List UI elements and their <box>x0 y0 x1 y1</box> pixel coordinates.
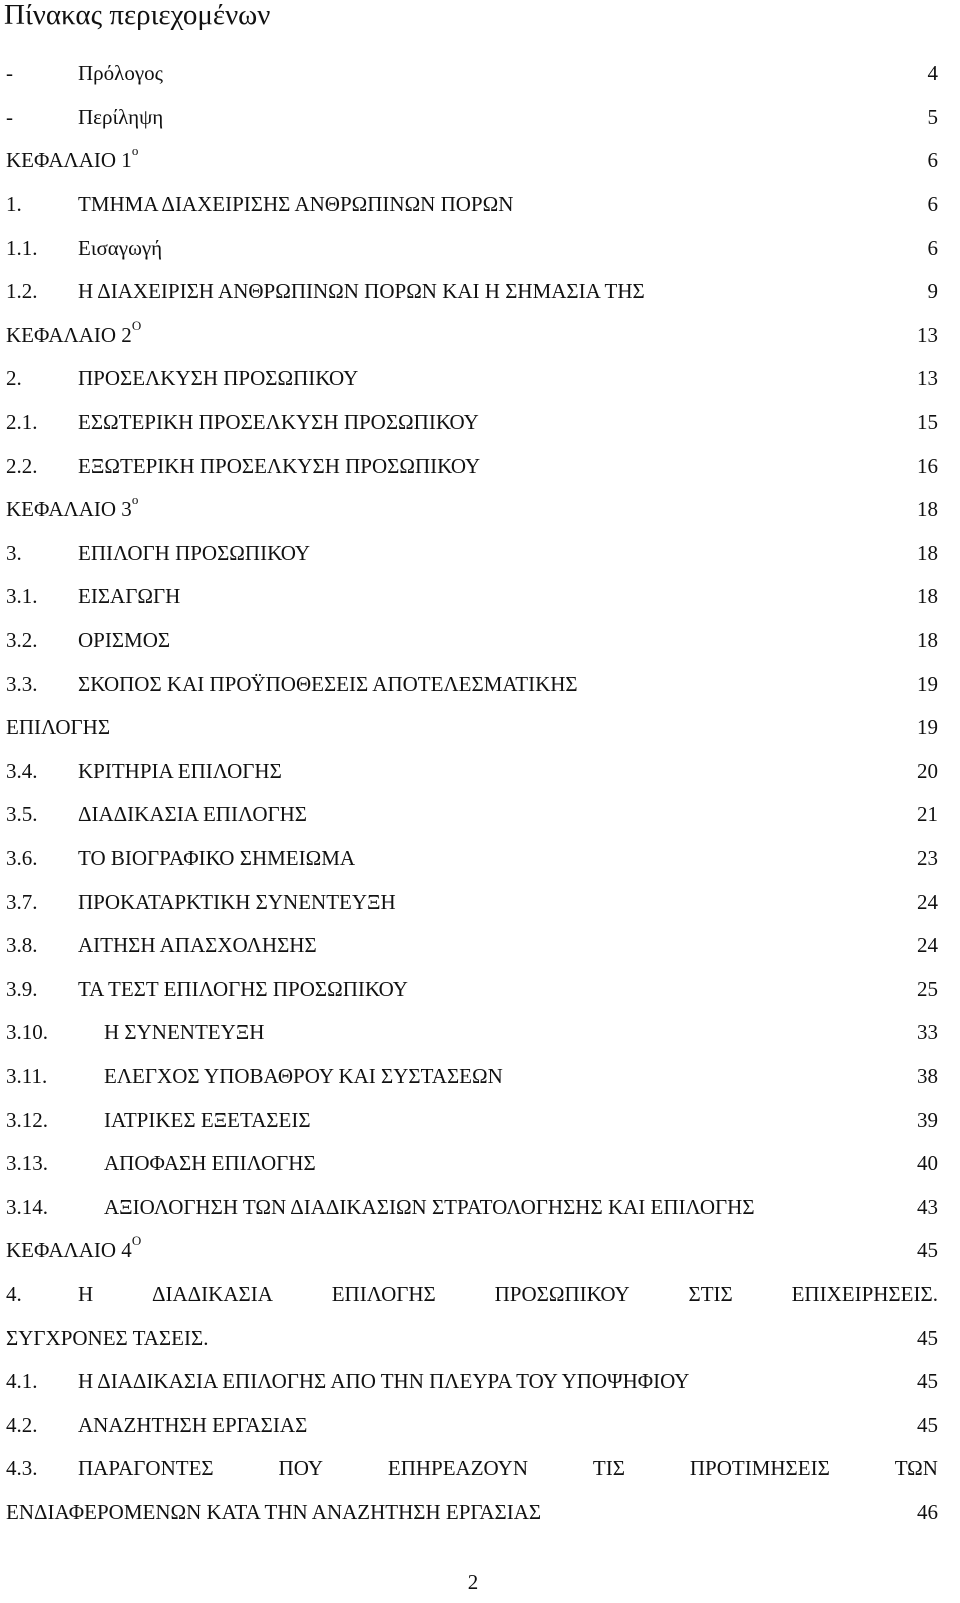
toc-entry-text: ΑΙΤΗΣΗ ΑΠΑΣΧΟΛΗΣΗΣ <box>78 933 317 958</box>
toc-entry-number: 3.14. <box>6 1194 48 1219</box>
dot-leader <box>309 815 915 825</box>
dot-leader <box>312 553 915 563</box>
toc-entry-text: Η ΔΙΑΔΙΚΑΣΙΑ ΕΠΙΛΟΓΗΣ ΑΠΟ ΤΗΝ ΠΛΕΥΡΑ ΤΟΥ ΥΠΟΨΗΦΙΟΥ <box>78 1369 690 1394</box>
toc-entry[interactable] <box>6 96 938 140</box>
toc-entry[interactable] <box>6 314 938 358</box>
toc-entry-page: 19 <box>917 715 938 740</box>
dot-leader <box>505 1076 915 1086</box>
dot-leader <box>172 640 915 650</box>
toc-entry-text: ΚΕΦΑΛΑΙΟ $1^o$ <box>6 143 139 173</box>
toc-entry[interactable] <box>6 575 938 619</box>
toc-entry[interactable] <box>6 793 938 837</box>
toc-entry[interactable] <box>6 357 938 401</box>
toc-entry[interactable] <box>6 444 938 488</box>
ordinal-superscript: ο <box>131 492 139 508</box>
toc-entry-page: 6 <box>927 148 938 173</box>
toc-entry-text: ΕΠΙΛΟΓΗ ΠΡΟΣΩΠΙΚΟΥ <box>78 540 311 565</box>
toc-entry-text: ΕΙΣΑΓΩΓΗ <box>78 584 181 609</box>
toc-entry-page: 4 <box>927 61 938 86</box>
dot-leader <box>410 989 915 999</box>
toc-entry-number: 3.9. <box>6 976 38 1001</box>
toc-entry[interactable] <box>6 619 938 663</box>
toc-entry[interactable] <box>6 837 938 881</box>
dot-leader <box>357 858 915 868</box>
dot-leader <box>284 771 915 781</box>
toc-entry[interactable] <box>6 1185 938 1229</box>
toc-entry-number: 3.7. <box>6 889 38 914</box>
page-number: 2 <box>467 1570 479 1594</box>
toc-entry-number: - <box>6 104 13 129</box>
ordinal-superscript: ο <box>131 143 139 159</box>
dot-leader <box>140 510 915 520</box>
toc-entry[interactable] <box>6 1273 938 1317</box>
toc-entry-number: 3.6. <box>6 845 38 870</box>
toc-entry-page: 45 <box>917 1238 938 1263</box>
toc-entry[interactable] <box>6 52 938 96</box>
toc-entry-page: 24 <box>917 933 938 958</box>
dot-leader <box>140 161 925 171</box>
toc-entry-page: 13 <box>917 366 938 391</box>
toc-entry-page: 9 <box>927 279 938 304</box>
toc-entry-page: 15 <box>917 410 938 435</box>
toc-entry-number: 3.2. <box>6 628 38 653</box>
dot-leader <box>543 1512 915 1522</box>
toc-entry-page: 38 <box>917 1063 938 1088</box>
toc-entry-page: 45 <box>917 1412 938 1437</box>
toc-entry-page: 33 <box>917 1020 938 1045</box>
toc-entry[interactable] <box>6 139 938 183</box>
toc-entry-number: 4. <box>6 1281 22 1306</box>
toc-entry-text: ΚΡΙΤΗΡΙΑ ΕΠΙΛΟΓΗΣ <box>78 758 282 783</box>
toc-entry[interactable] <box>6 1055 938 1099</box>
toc-entry-page: 6 <box>927 192 938 217</box>
toc-entry-number: 3.8. <box>6 933 38 958</box>
toc-entry-number: 1. <box>6 192 22 217</box>
toc-entry-text: Η ΣΥΝΕΝΤΕΥΞΗ <box>104 1020 265 1045</box>
toc-entry-text: ΚΕΦΑΛΑΙΟ $2^O$ <box>6 317 142 347</box>
toc-entry-text: Η ΔΙΑΔΙΚΑΣΙΑ ΕΠΙΛΟΓΗΣ ΠΡΟΣΩΠΙΚΟΥ ΣΤΙΣ ΕΠΙΧΕΙΡΗΣΕΙΣ. <box>78 1281 938 1306</box>
toc-entry-page: 20 <box>917 758 938 783</box>
toc-entry[interactable] <box>6 401 938 445</box>
toc-entry-number: 3.13. <box>6 1151 48 1176</box>
toc-entry-text: ΑΝΑΖΗΤΗΣΗ ΕΡΓΑΣΙΑΣ <box>78 1412 308 1437</box>
toc-entry-text: ΑΠΟΦΑΣΗ ΕΠΙΛΟΓΗΣ <box>104 1151 316 1176</box>
toc-entry-text: ΙΑΤΡΙΚΕΣ ΕΞΕΤΑΣΕΙΣ <box>104 1107 311 1132</box>
toc-entry-text: ΤΑ ΤΕΣΤ ΕΠΙΛΟΓΗΣ ΠΡΟΣΩΠΙΚΟΥ <box>78 976 408 1001</box>
dot-leader <box>182 597 915 607</box>
toc-entry-number: 2.2. <box>6 453 38 478</box>
toc-entry-page: 23 <box>917 845 938 870</box>
toc-entry-text: ΕΞΩΤΕΡΙΚΗ ΠΡΟΣΕΛΚΥΣΗ ΠΡΟΣΩΠΙΚΟΥ <box>78 453 481 478</box>
toc-entry-text: ΕΠΙΛΟΓΗΣ <box>6 715 111 740</box>
dot-leader <box>210 1338 915 1348</box>
toc-entry-page: 40 <box>917 1151 938 1176</box>
toc-entry[interactable] <box>6 1403 938 1447</box>
dot-leader <box>165 74 926 84</box>
toc-entry-text: ΤΜΗΜΑ ΔΙΑΧΕΙΡΙΣΗΣ ΑΝΘΡΩΠΙΝΩΝ ΠΟΡΩΝ <box>78 192 514 217</box>
dot-leader <box>515 204 925 214</box>
dot-leader <box>143 335 915 345</box>
dot-leader <box>313 1120 915 1130</box>
toc-entry[interactable] <box>6 1491 938 1535</box>
toc-entry-text: ΠΡΟΣΕΛΚΥΣΗ ΠΡΟΣΩΠΙΚΟΥ <box>78 366 359 391</box>
dot-leader <box>482 466 915 476</box>
toc-entry-text: ΚΕΦΑΛΑΙΟ $4^O$ <box>6 1233 142 1263</box>
toc-entry-number: 3. <box>6 540 22 565</box>
toc-entry[interactable] <box>6 1229 938 1273</box>
dot-leader <box>757 1207 915 1217</box>
toc-entry-page: 43 <box>917 1194 938 1219</box>
toc-entry-page: 39 <box>917 1107 938 1132</box>
toc-entry-page: 5 <box>927 104 938 129</box>
toc-entry-text: ΠΑΡΑΓΟΝΤΕΣ ΠΟΥ ΕΠΗΡΕΑΖΟΥΝ ΤΙΣ ΠΡΟΤΙΜΗΣΕΙΣ ΤΩΝ <box>78 1456 938 1481</box>
toc-entry-page: 45 <box>917 1369 938 1394</box>
toc-entry-number: 3.3. <box>6 671 38 696</box>
dot-leader <box>164 248 925 258</box>
toc-entry-text: ΚΕΦΑΛΑΙΟ $3^o$ <box>6 492 139 522</box>
toc-entry[interactable] <box>6 226 938 270</box>
toc-entry[interactable] <box>6 662 938 706</box>
page-title: Πίνακας περιεχομένων <box>4 0 271 31</box>
toc-entry-number: 3.10. <box>6 1020 48 1045</box>
toc-entry-page: 13 <box>917 322 938 347</box>
toc-entry-text: ΟΡΙΣΜΟΣ <box>78 628 171 653</box>
toc-entry-page: 16 <box>917 453 938 478</box>
toc-entry-text: Περίληψη <box>78 104 164 129</box>
dot-leader <box>580 684 915 694</box>
toc-entry-number: 1.1. <box>6 235 38 260</box>
toc-entry[interactable] <box>6 532 938 576</box>
ordinal-superscript: Ο <box>131 317 142 333</box>
toc-entry-page: 46 <box>917 1499 938 1524</box>
toc-entry-number: - <box>6 61 13 86</box>
dot-leader <box>319 945 915 955</box>
ordinal-superscript: Ο <box>131 1233 142 1249</box>
toc-entry-number: 4.2. <box>6 1412 38 1437</box>
toc-entry-page: 18 <box>917 628 938 653</box>
toc-entry[interactable] <box>6 1098 938 1142</box>
dot-leader <box>360 379 915 389</box>
toc-entry-number: 3.11. <box>6 1063 48 1088</box>
toc-entry[interactable] <box>6 183 938 227</box>
toc-entry-text: Πρόλογος <box>78 61 163 86</box>
toc-entry-number: 3.5. <box>6 802 38 827</box>
toc-entry-text: ΠΡΟΚΑΤΑΡΚΤΙΚΗ ΣΥΝΕΝΤΕΥΞΗ <box>78 889 396 914</box>
toc-entry[interactable] <box>6 1360 938 1404</box>
toc-entry-text: ΣΥΓΧΡΟΝΕΣ ΤΑΣΕΙΣ. <box>6 1325 209 1350</box>
toc-entry[interactable] <box>6 1011 938 1055</box>
toc-entry[interactable] <box>6 750 938 794</box>
toc-entry[interactable] <box>6 1142 938 1186</box>
dot-leader <box>165 117 925 127</box>
dot-leader <box>647 292 926 302</box>
toc-entry-text: Εισαγωγή <box>78 235 163 260</box>
dot-leader <box>481 422 915 432</box>
toc-entry-text: ΤΟ ΒΙΟΓΡΑΦΙΚΟ ΣΗΜΕΙΩΜΑ <box>78 845 356 870</box>
dot-leader <box>112 728 915 738</box>
toc-entry-text: ΕΝΔΙΑΦΕΡΟΜΕΝΩΝ ΚΑΤΑ ΤΗΝ ΑΝΑΖΗΤΗΣΗ ΕΡΓΑΣΙΑΣ <box>6 1499 542 1524</box>
toc-entry-page: 45 <box>917 1325 938 1350</box>
toc-entry-page: 25 <box>917 976 938 1001</box>
toc-entry[interactable] <box>6 706 938 750</box>
dot-leader <box>398 902 915 912</box>
toc-entry-number: 1.2. <box>6 279 38 304</box>
toc-entry[interactable] <box>6 924 938 968</box>
toc-entry-text: ΕΣΩΤΕΡΙΚΗ ΠΡΟΣΕΛΚΥΣΗ ΠΡΟΣΩΠΙΚΟΥ <box>78 410 479 435</box>
toc-entry-text: ΕΛΕΓΧΟΣ ΥΠΟΒΑΘΡΟΥ ΚΑΙ ΣΥΣΤΑΣΕΩΝ <box>104 1063 503 1088</box>
dot-leader <box>309 1425 915 1435</box>
toc-entry-number: 4.1. <box>6 1369 38 1394</box>
toc-entry-number: 2. <box>6 366 22 391</box>
toc-entry-text: ΣΚΟΠΟΣ ΚΑΙ ΠΡΟΫΠΟΘΕΣΕΙΣ ΑΠΟΤΕΛΕΣΜΑΤΙΚΗΣ <box>78 671 578 696</box>
toc-entry-text: ΔΙΑΔΙΚΑΣΙΑ ΕΠΙΛΟΓΗΣ <box>78 802 308 827</box>
toc-entry[interactable] <box>6 270 938 314</box>
dot-leader <box>143 1251 915 1261</box>
toc-entry-text: Η ΔΙΑΧΕΙΡΙΣΗ ΑΝΘΡΩΠΙΝΩΝ ΠΟΡΩΝ ΚΑΙ Η ΣΗΜΑΣΙΑ ΤΗΣ <box>78 279 645 304</box>
toc-entry-text: ΑΞΙΟΛΟΓΗΣΗ ΤΩΝ ΔΙΑΔΙΚΑΣΙΩΝ ΣΤΡΑΤΟΛΟΓΗΣΗΣ ΚΑΙ ΕΠΙΛΟΓΗΣ <box>104 1194 755 1219</box>
toc-entry-page: 19 <box>917 671 938 696</box>
toc-entry-page: 6 <box>927 235 938 260</box>
toc-entry[interactable] <box>6 880 938 924</box>
toc-entry-page: 18 <box>917 584 938 609</box>
toc-entry-number: 2.1. <box>6 410 38 435</box>
toc-entry-page: 21 <box>917 802 938 827</box>
table-of-contents <box>6 52 938 1534</box>
toc-entry-page: 18 <box>917 540 938 565</box>
dot-leader <box>318 1163 915 1173</box>
toc-entry-number: 3.12. <box>6 1107 48 1132</box>
toc-entry[interactable] <box>6 488 938 532</box>
dot-leader <box>266 1033 915 1043</box>
toc-entry-number: 4.3. <box>6 1456 38 1481</box>
toc-entry[interactable] <box>6 967 938 1011</box>
dot-leader <box>691 1381 915 1391</box>
toc-entry-page: 18 <box>917 497 938 522</box>
toc-entry[interactable] <box>6 1316 938 1360</box>
toc-entry-page: 24 <box>917 889 938 914</box>
toc-entry-number: 3.4. <box>6 758 38 783</box>
toc-entry[interactable] <box>6 1447 938 1491</box>
toc-entry-number: 3.1. <box>6 584 38 609</box>
